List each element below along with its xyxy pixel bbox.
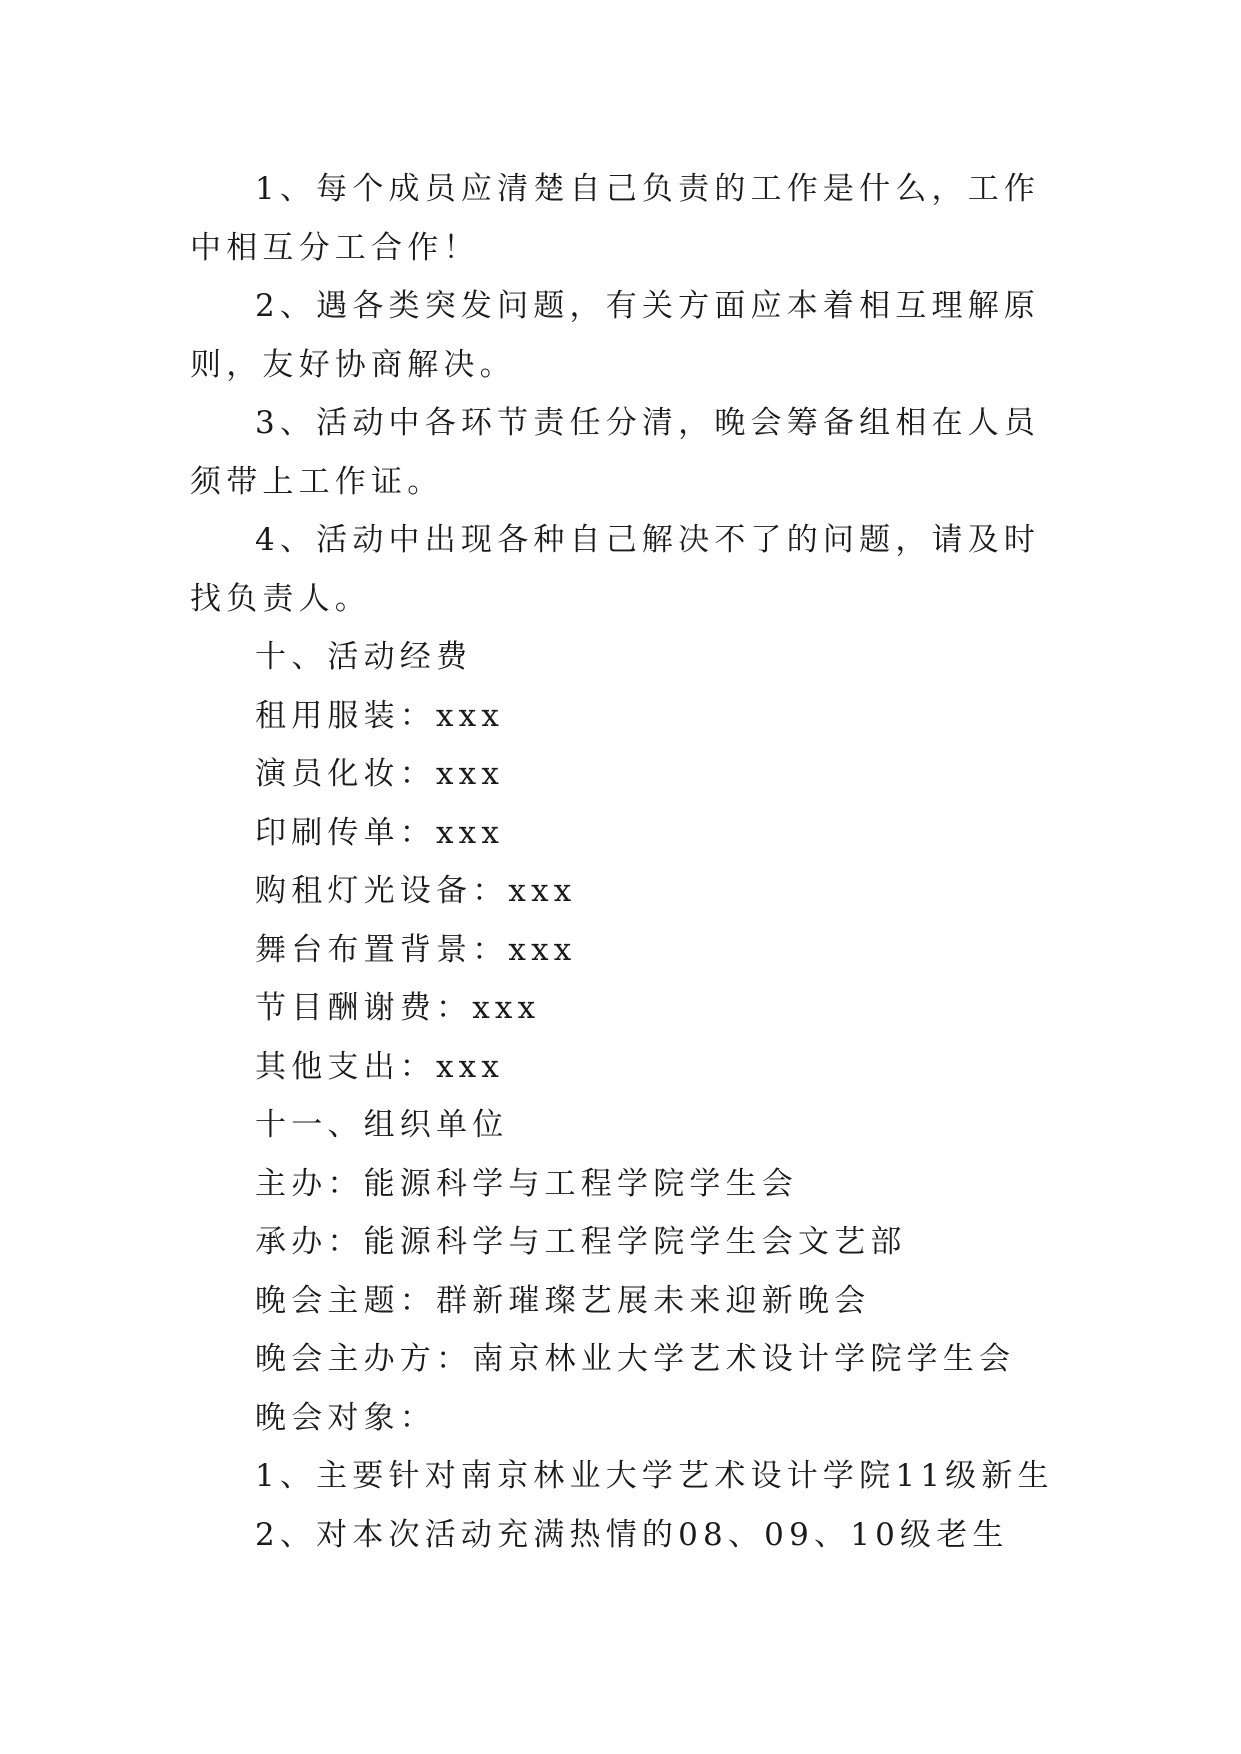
section-heading-organizers: 十一、组织单位 xyxy=(255,1107,509,1143)
document-body xyxy=(190,160,1060,1564)
paragraph-rule-3: 3、活动中各环节责任分清，晚会筹备组相在人员须带上工作证。 xyxy=(190,405,1041,500)
gala-host: 晚会主办方：南京林业大学艺术设计学院学生会 xyxy=(255,1341,1016,1377)
budget-item-makeup: 演员化妆：xxx xyxy=(255,756,505,792)
budget-item-printing: 印刷传单：xxx xyxy=(255,814,505,851)
paragraph-rule-2: 2、遇各类突发问题，有关方面应本着相互理解原则，友好协商解决。 xyxy=(190,288,1041,383)
paragraph-rule-4: 4、活动中出现各种自己解决不了的问题，请及时找负责人。 xyxy=(190,522,1041,617)
gala-theme: 晚会主题：群新璀璨艺展未来迎新晚会 xyxy=(255,1282,871,1319)
gala-audience-label: 晚会对象： xyxy=(255,1399,436,1436)
organizer-undertaker: 承办：能源科学与工程学院学生会文艺部 xyxy=(255,1224,907,1260)
budget-item-stage: 舞台布置背景：xxx xyxy=(255,931,577,968)
budget-item-other: 其他支出：xxx xyxy=(255,1048,505,1085)
budget-item-lighting: 购租灯光设备：xxx xyxy=(255,873,577,909)
paragraph-rule-1: 1、每个成员应清楚自己负责的工作是什么，工作中相互分工合作！ xyxy=(190,171,1041,266)
budget-item-costume: 租用服装：xxx xyxy=(255,697,505,734)
audience-item-2: 2、对本次活动充满热情的08、09、10级老生 xyxy=(255,1516,1009,1553)
organizer-host: 主办：能源科学与工程学院学生会 xyxy=(255,1165,798,1202)
audience-item-1: 1、主要针对南京林业大学艺术设计学院11级新生 xyxy=(255,1458,1054,1494)
section-heading-budget: 十、活动经费 xyxy=(255,639,473,675)
budget-item-program-fee: 节目酬谢费：xxx xyxy=(255,990,541,1026)
